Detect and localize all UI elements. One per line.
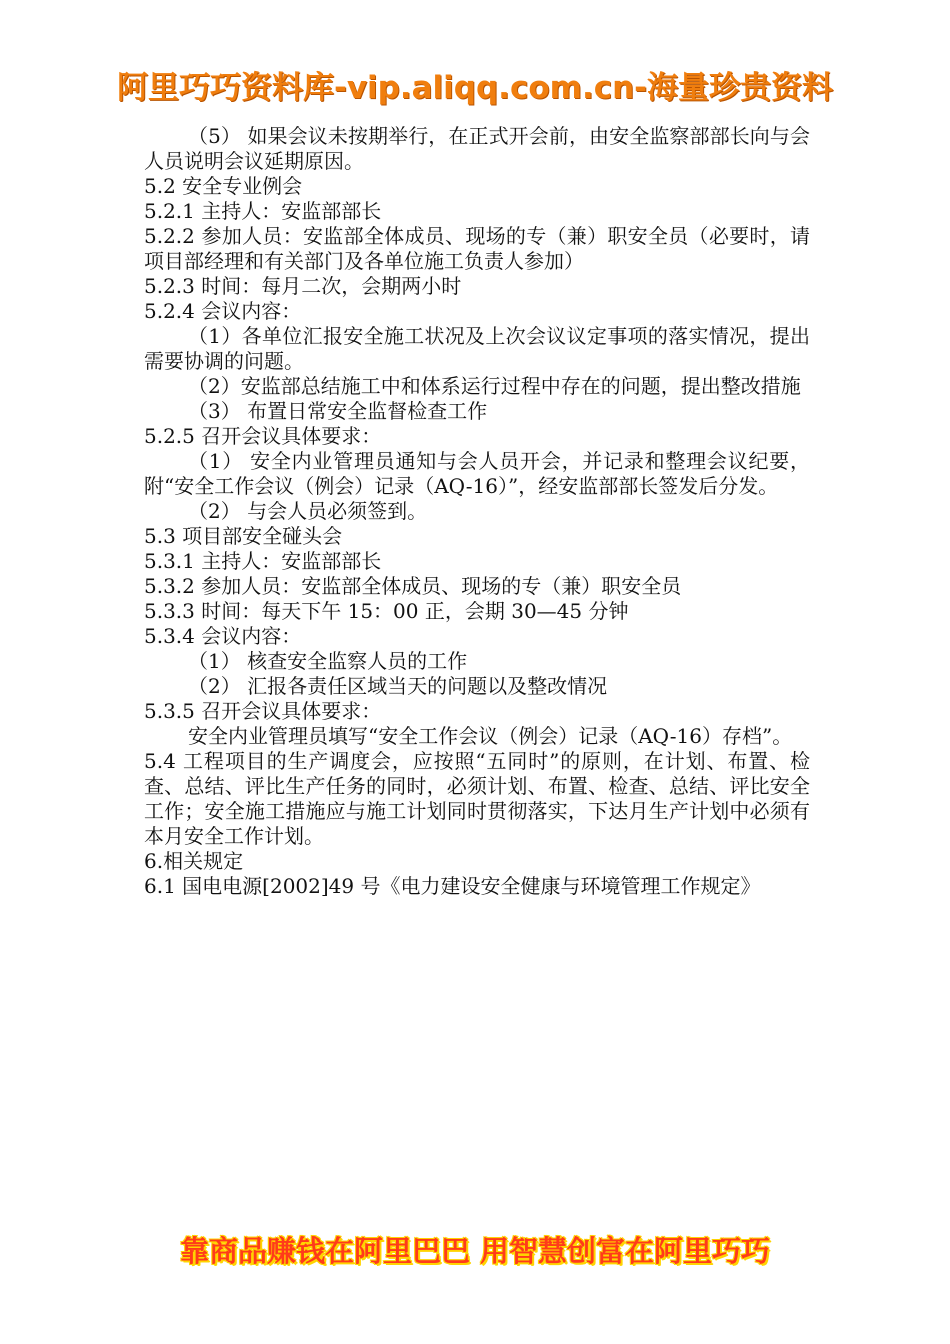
paragraph: 5.3.2 参加人员：安监部全体成员、现场的专（兼）职安全员 [144, 574, 682, 598]
paragraph: 5.2.2 参加人员：安监部全体成员、现场的专（兼）职安全员（必要时，请项目部经理和有关部门及各单位施工负责人参加） [144, 224, 810, 273]
paragraph: 5.2.1 主持人：安监部部长 [144, 199, 382, 223]
paragraph: 5.2.5 召开会议具体要求： [144, 424, 382, 448]
list-item: （1）各单位汇报安全施工状况及上次会议议定事项的落实情况，提出需要协调的问题。 [144, 324, 810, 373]
section-heading: 6.相关规定 [144, 849, 244, 873]
paragraph: 6.1 国电电源[2002]49 号《电力建设安全健康与环境管理工作规定》 [144, 874, 761, 898]
footer-banner: 靠商品赚钱在阿里巴巴 用智慧创富在阿里巧巧 [179, 1234, 771, 1268]
section-heading: 5.2 安全专业例会 [144, 174, 303, 198]
paragraph: 5.3.1 主持人：安监部部长 [144, 549, 382, 573]
paragraph: 5.2.3 时间：每月二次，会期两小时 [144, 274, 462, 298]
section-heading: 5.4 工程项目的生产调度会，应按照“五同时”的原则，在计划、布置、检查、总结、评比生产任务的同时，必须计划、布置、检查、总结、评比安全工作；安全施工措施应与施工计划同时贯彻落实，下达月生产计划中必须有本月安全工作计划。 [144, 749, 810, 848]
paragraph: 5.3.4 会议内容： [144, 624, 302, 648]
paragraph: 5.3.5 召开会议具体要求： [144, 699, 382, 723]
list-item: （2） 汇报各责任区域当天的问题以及整改情况 [188, 674, 608, 698]
list-item: （1） 安全内业管理员通知与会人员开会，并记录和整理会议纪要，附“安全工作会议（例会）记录（AQ-16）”，经安监部部长签发后分发。 [144, 449, 810, 498]
paragraph: （5） 如果会议未按期举行，在正式开会前，由安全监察部部长向与会人员说明会议延期原因。 [144, 124, 810, 173]
list-item: （3） 布置日常安全监督检查工作 [188, 399, 488, 423]
paragraph: 5.2.4 会议内容： [144, 299, 302, 323]
document-body [144, 124, 810, 899]
header-banner: 阿里巧巧资料库-vip.aliqq.com.cn-海量珍贵资料 [116, 70, 834, 106]
list-item: （1） 核查安全监察人员的工作 [188, 649, 468, 673]
paragraph: 安全内业管理员填写“安全工作会议（例会）记录（AQ-16）存档”。 [188, 724, 793, 748]
list-item: （2）安监部总结施工中和体系运行过程中存在的问题，提出整改措施 [188, 374, 801, 398]
section-heading: 5.3 项目部安全碰头会 [144, 524, 343, 548]
paragraph: 5.3.3 时间：每天下午 15：00 正，会期 30—45 分钟 [144, 599, 629, 623]
list-item: （2） 与会人员必须签到。 [188, 499, 428, 523]
